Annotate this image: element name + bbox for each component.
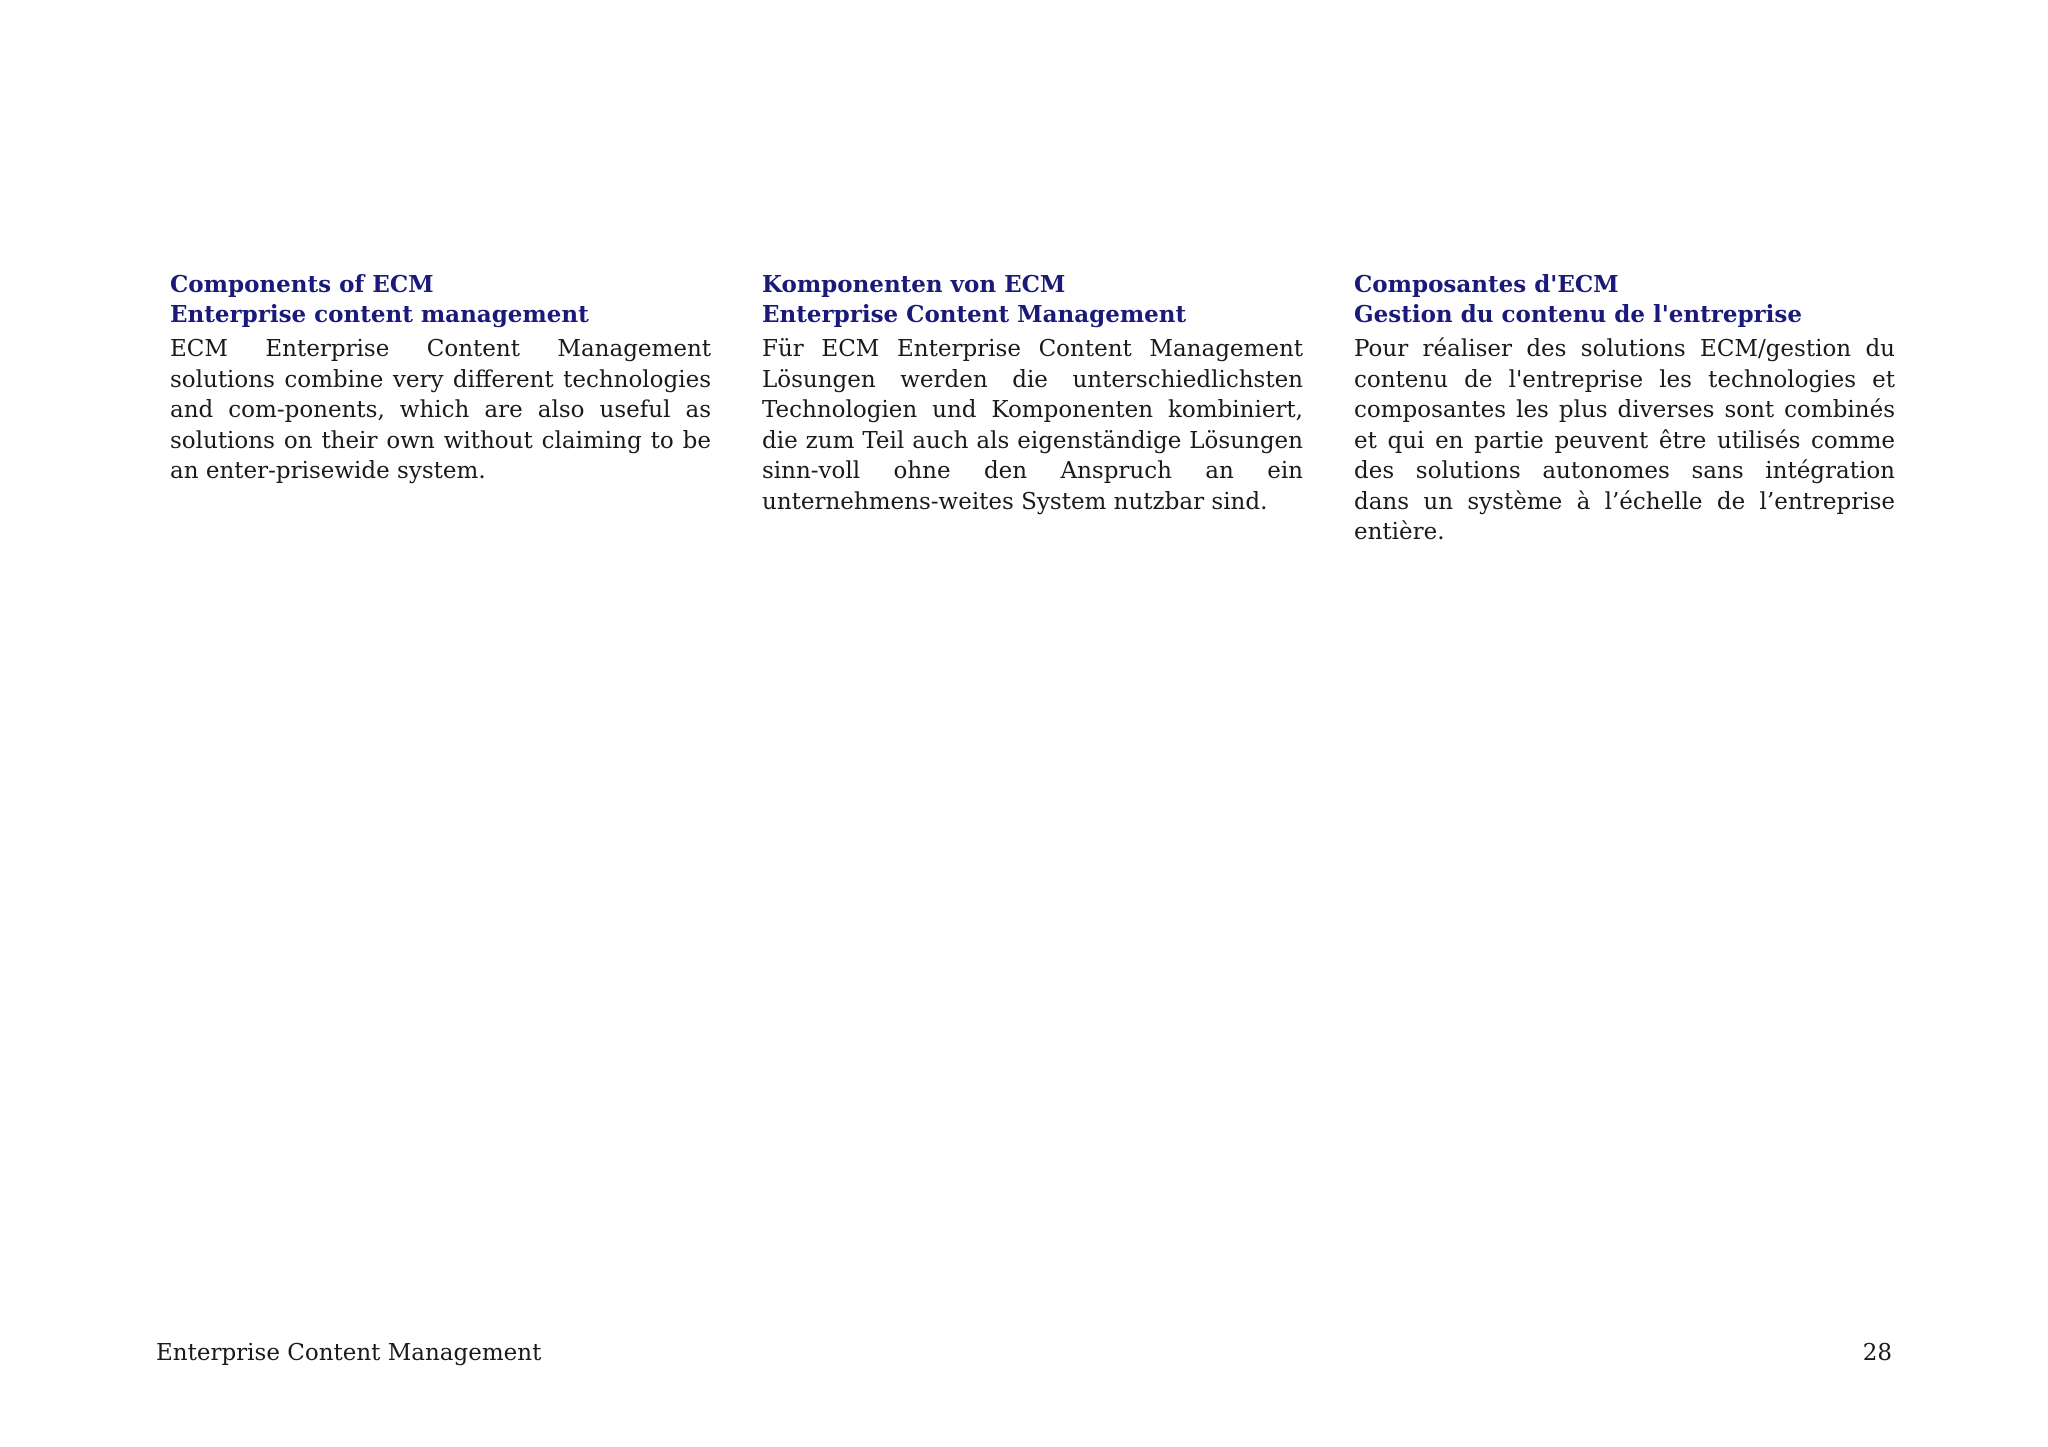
column-heading-subtitle: Enterprise content management	[170, 301, 589, 328]
column-heading-title: Components of ECM	[170, 271, 434, 298]
column-body-text: Für ECM Enterprise Content Management Lösungen werden die unterschiedlichsten Technologien und Komponenten kombiniert, die zum Teil auch als eigenständige Lösungen sinn-voll ohne den Anspruch an ein unternehmens-weites System nutzbar sind.	[762, 336, 1303, 515]
column-german	[762, 270, 1303, 548]
column-body-text: Pour réaliser des solutions ECM/gestion du contenu de l'entreprise les technologies et composantes les plus diverses sont combinés et qui en partie peuvent être utilisés comme des solutions autonomes sans intégration dans un système à l’échelle de l’entreprise entière.	[1354, 336, 1895, 545]
page-number: 28	[1862, 1340, 1892, 1366]
column-english	[170, 270, 711, 548]
three-language-columns	[170, 270, 1895, 548]
column-heading-title: Composantes d'ECM	[1354, 271, 1619, 298]
column-heading-subtitle: Gestion du contenu de l'entreprise	[1354, 301, 1802, 328]
column-heading-title: Komponenten von ECM	[762, 271, 1066, 298]
column-french	[1354, 270, 1895, 548]
footer-document-title: Enterprise Content Management	[156, 1340, 542, 1366]
column-body-text: ECM Enterprise Content Management solutions combine very different technologies and com-ponents, which are also useful as solutions on their own without claiming to be an enter-prisewide system.	[170, 336, 711, 484]
column-heading-subtitle: Enterprise Content Management	[762, 301, 1187, 328]
